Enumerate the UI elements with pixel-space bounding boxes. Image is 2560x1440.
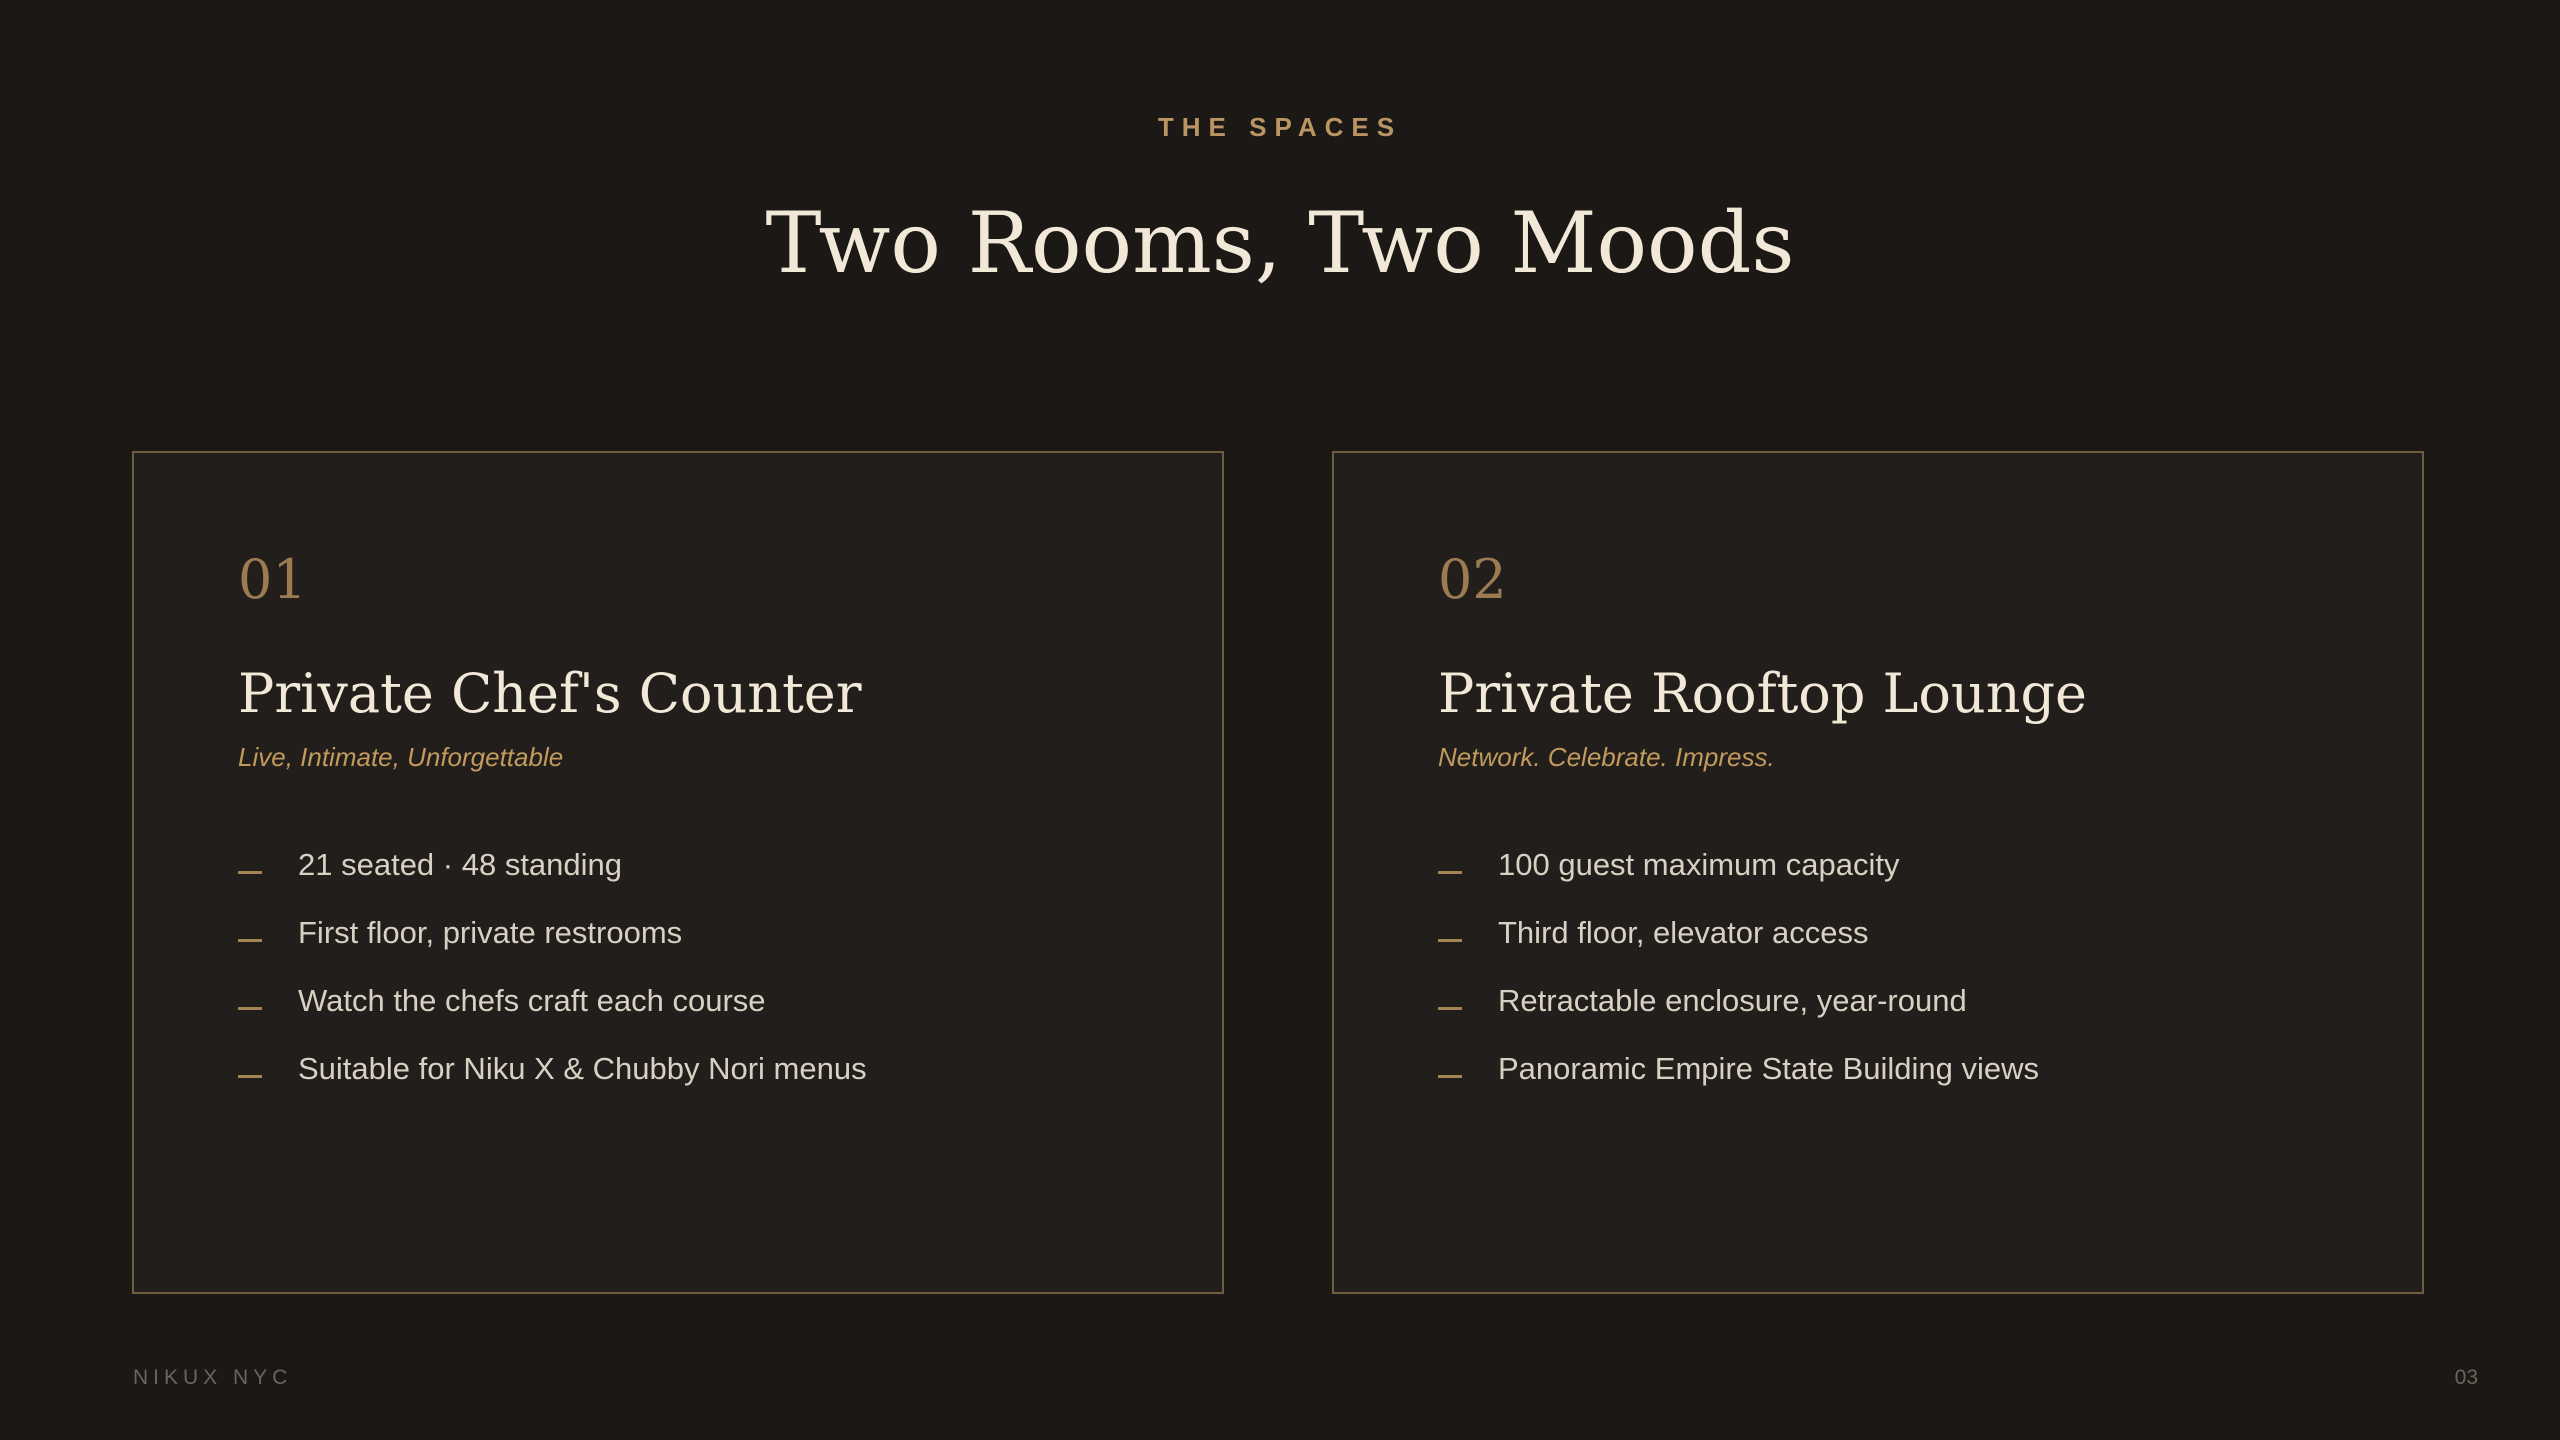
dash-bullet-icon: [238, 939, 262, 942]
room-feature-list: [1438, 843, 2039, 1115]
feature-item: [238, 979, 867, 1047]
room-number: 02: [1438, 548, 1507, 611]
dash-bullet-icon: [238, 1007, 262, 1010]
room-tagline: Network. Celebrate. Impress.: [1438, 742, 1775, 772]
feature-item: [238, 1047, 867, 1115]
section-eyebrow: THE SPACES: [1157, 112, 1403, 142]
feature-item: [1438, 1047, 2039, 1115]
feature-text: Panoramic Empire State Building views: [1498, 1051, 2040, 1086]
feature-item: [1438, 911, 2039, 979]
feature-item: [238, 911, 867, 979]
page-number: 03: [2454, 1366, 2478, 1389]
feature-item: [1438, 843, 2039, 911]
page-title: Two Rooms, Two Moods: [765, 194, 1795, 292]
room-card-chefs-counter: [132, 451, 1224, 1294]
room-number: 01: [238, 548, 307, 611]
dash-bullet-icon: [238, 871, 262, 874]
room-feature-list: [238, 843, 867, 1115]
dash-bullet-icon: [1438, 1075, 1462, 1078]
feature-text: 100 guest maximum capacity: [1498, 847, 1900, 882]
feature-text: Watch the chefs craft each course: [298, 983, 766, 1018]
room-title: Private Rooftop Lounge: [1438, 662, 2088, 725]
room-title: Private Chef's Counter: [238, 662, 862, 725]
feature-item: [1438, 979, 2039, 1047]
dash-bullet-icon: [238, 1075, 262, 1078]
feature-text: First floor, private restrooms: [298, 915, 683, 950]
feature-text: Suitable for Niku X & Chubby Nori menus: [298, 1051, 867, 1086]
room-card-rooftop-lounge: [1332, 451, 2424, 1294]
feature-text: 21 seated · 48 standing: [298, 847, 623, 882]
room-tagline: Live, Intimate, Unforgettable: [238, 742, 564, 772]
feature-text: Retractable enclosure, year-round: [1498, 983, 1967, 1018]
dash-bullet-icon: [1438, 1007, 1462, 1010]
footer-brand: NIKUX NYC: [133, 1366, 293, 1389]
feature-item: [238, 843, 867, 911]
dash-bullet-icon: [1438, 871, 1462, 874]
dash-bullet-icon: [1438, 939, 1462, 942]
feature-text: Third floor, elevator access: [1498, 915, 1869, 950]
